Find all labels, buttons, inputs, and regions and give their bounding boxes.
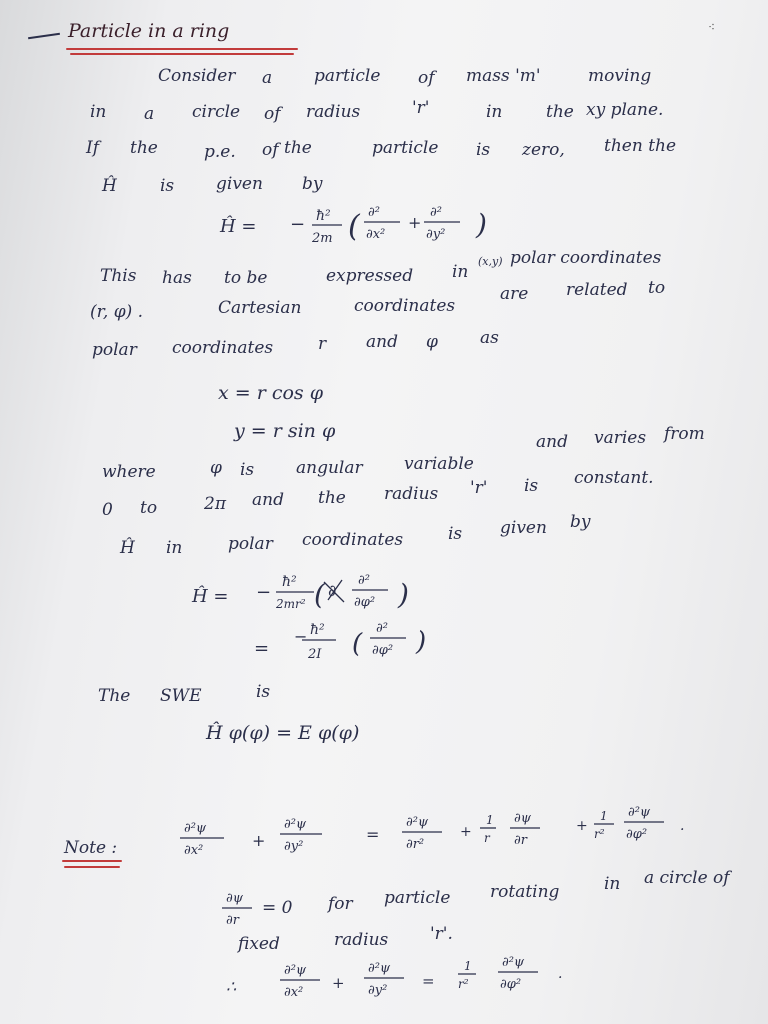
p3-l1-w0: where (102, 462, 156, 482)
note-f2-num: ∂²ψ (368, 961, 391, 976)
p1-l3-w1: the (130, 138, 158, 158)
p1-l1-w0: Consider (158, 66, 236, 86)
svg-text:+: + (460, 824, 472, 840)
p1-l3-w4: the (284, 138, 312, 158)
p2-l1-w1: has (162, 268, 192, 288)
svg-text:+: + (408, 213, 422, 232)
note-lhs1-num: ∂²ψ (184, 821, 207, 836)
p1-l3-w5: particle (372, 138, 439, 158)
eq1-coef-den: 2m (312, 231, 333, 246)
p3-l1-w1: φ (210, 458, 222, 478)
note-f3-num: ∂²ψ (502, 955, 525, 970)
p1-l3-w7: zero, (522, 140, 565, 160)
note-r2-num: ∂ψ (514, 811, 531, 826)
p3-l1-w6: varies (594, 428, 647, 448)
swe-equation: Ĥ φ(φ) = E φ(φ) (206, 722, 360, 744)
p3-l2-w8: constant. (574, 468, 654, 488)
svg-text:=: = (422, 972, 435, 990)
p2-l3-w5: as (480, 328, 499, 348)
note-r2-coef-den: r (484, 831, 490, 845)
p3-l3-w6: by (570, 512, 591, 532)
p2-l3-w1: coordinates (172, 338, 274, 358)
svg-text:): ) (476, 208, 487, 241)
p1-l2-w3: of (264, 104, 281, 124)
eq3-term-num: ∂² (376, 621, 388, 636)
note-f3-coef-den: r² (458, 977, 469, 991)
note-f3-den: ∂φ² (500, 977, 522, 992)
title-underline (66, 48, 298, 50)
p3-l2-w3: and (252, 490, 284, 510)
svg-text:−: − (256, 582, 272, 603)
note-f1-num: ∂²ψ (284, 963, 307, 978)
eq3-coef-num: ħ² (310, 622, 325, 638)
p1-l2-w1: a (144, 104, 155, 124)
svg-text:=: = (366, 825, 380, 844)
p2-above-xy: (x,y) (478, 255, 503, 268)
p2-l3-w4: φ (426, 332, 438, 352)
p2-l3-w2: r (318, 334, 327, 354)
note-therefore: ∴ (226, 977, 237, 996)
equation-hamiltonian-polar (192, 568, 482, 618)
svg-text:(: ( (314, 578, 325, 611)
note-l2-w3: rotating (490, 882, 560, 902)
svg-text:+: + (332, 974, 345, 992)
p3-l3-w1: in (166, 538, 183, 558)
note-l3-w1: radius (334, 930, 389, 950)
note-r2-den: ∂r (514, 833, 527, 848)
note-f1-den: ∂x² (284, 985, 304, 1000)
equation-hamiltonian-cartesian (220, 200, 530, 250)
p2-l1-w3: expressed (326, 266, 414, 286)
note-l2-w5: a circle of (644, 868, 730, 888)
p1-l2-w0: in (90, 102, 107, 122)
paper-speck: ⁖ (708, 20, 716, 34)
p3-l3-w4: is (448, 524, 463, 544)
p1-l3-w6: is (476, 140, 491, 160)
equation-hamiltonian-inertia (254, 614, 454, 670)
p1-l1-w1: a (262, 68, 273, 88)
eq2-term-den: ∂φ² (354, 595, 376, 610)
svg-text:+: + (576, 818, 588, 834)
p2-l2-w3: are (500, 284, 529, 304)
note-final-equation (226, 952, 606, 1008)
p2-l2-w1: Cartesian (218, 298, 302, 318)
p1-l2-w7: the (546, 102, 574, 122)
margin-dash (28, 33, 60, 39)
note-label: Note : (64, 838, 118, 858)
p2-l3-w3: and (366, 332, 398, 352)
svg-text:−: − (290, 214, 306, 235)
p2-l2-w2: coordinates (354, 296, 456, 316)
swe-label-w0: The (98, 686, 131, 706)
eq3-term-den: ∂φ² (372, 643, 394, 658)
p2-l2-w5: to (648, 278, 666, 298)
svg-text:): ) (416, 627, 427, 657)
eq1-coef-num: ħ² (316, 208, 331, 224)
note-underline-2 (64, 866, 120, 868)
note-r3-coef-den: r² (594, 827, 605, 841)
eq1-t1-num: ∂² (368, 205, 380, 220)
p2-l2-w4: related (566, 280, 628, 300)
p1-l4-w1: is (160, 176, 175, 196)
note-line2-num: ∂ψ (226, 891, 243, 906)
p3-l1-w5: and (536, 432, 568, 452)
note-f2-den: ∂y² (368, 983, 388, 998)
note-r3-num: ∂²ψ (628, 805, 651, 820)
svg-text:−: − (294, 627, 308, 646)
p1-l1-w5: moving (588, 66, 652, 86)
note-l3-w2: 'r'. (430, 924, 453, 944)
p3-l3-w2: polar (228, 534, 273, 554)
swe-label-w1: SWE (160, 686, 202, 706)
p2-l3-w0: polar (92, 340, 137, 360)
p1-l1-w3: of (418, 68, 435, 88)
eq1-t2-den: ∂y² (426, 227, 446, 242)
eq3-coef-den: 2I (308, 647, 322, 662)
equation-x: x = r cos φ (218, 382, 324, 404)
p2-l1-w5: polar coordinates (510, 248, 662, 268)
note-laplacian-equation (180, 805, 720, 868)
eq1-t1-den: ∂x² (366, 227, 386, 242)
p1-l3-w8: then the (604, 136, 677, 156)
p1-l4-w3: by (302, 174, 323, 194)
note-r2-coef-num: 1 (486, 813, 494, 827)
p3-l1-w3: angular (296, 458, 363, 478)
p3-l2-w4: the (318, 488, 346, 508)
eq2-coef-num: ħ² (282, 574, 297, 590)
eq2-lhs: Ĥ = (192, 586, 229, 607)
p2-l2-w0: (r, φ) . (90, 302, 144, 322)
p3-l1-w4: variable (404, 454, 474, 474)
p1-l3-w2: p.e. (204, 142, 236, 162)
eq1-t2-num: ∂² (430, 205, 442, 220)
p1-l2-w5: 'r' (412, 98, 430, 118)
p3-l3-w3: coordinates (302, 530, 404, 550)
note-l2-w2: particle (384, 888, 451, 908)
p2-l1-w0: This (100, 266, 137, 286)
note-r1-den: ∂r² (406, 837, 425, 852)
note-underline (62, 860, 122, 862)
svg-text:(: ( (348, 209, 360, 244)
p1-l1-w4: mass 'm' (466, 66, 541, 86)
p1-l2-w2: circle (192, 102, 241, 122)
p2-l1-w2: to be (224, 268, 268, 288)
note-lhs2-den: ∂y² (284, 839, 304, 854)
title-underline-2 (70, 53, 294, 55)
svg-text:(: ( (352, 629, 363, 659)
eq1-lhs: Ĥ = (220, 216, 257, 237)
note-r1-num: ∂²ψ (406, 815, 429, 830)
note-line2-den: ∂r (226, 913, 239, 928)
p3-l1-w2: is (240, 460, 255, 480)
p1-l1-w2: particle (314, 66, 381, 86)
note-l2-w4: in (604, 874, 621, 894)
eq2-term-num: ∂² (358, 573, 370, 588)
p1-l2-w6: in (486, 102, 503, 122)
p1-l4-w0: Ĥ (102, 176, 117, 196)
p3-l3-w0: Ĥ (120, 538, 135, 558)
p3-l2-w5: radius (384, 484, 439, 504)
equation-y: y = r sin φ (234, 420, 336, 442)
p3-l2-w7: is (524, 476, 539, 496)
swe-label-w2: is (256, 682, 271, 702)
page-title: Particle in a ring (68, 20, 230, 42)
p3-l2-w6: 'r' (470, 478, 488, 498)
note-l2-w1: for (328, 894, 353, 914)
p3-l1-w7: from (664, 424, 705, 444)
p1-l4-w2: given (216, 174, 263, 194)
eq3-eq: = (254, 638, 270, 659)
p3-l2-w0: 0 (102, 500, 113, 520)
note-l3-w0: fixed (238, 934, 280, 954)
p1-l2-w4: radius (306, 102, 361, 122)
note-r3-coef-num: 1 (600, 809, 608, 823)
p3-l3-w5: given (500, 518, 547, 538)
note-lhs2-num: ∂²ψ (284, 817, 307, 832)
note-l2-w0: = 0 (262, 898, 293, 918)
svg-text:.: . (558, 966, 563, 982)
svg-text:): ) (398, 578, 409, 611)
eq2-struck: ∂ (328, 581, 337, 600)
p3-l2-w2: 2π (204, 494, 226, 514)
p1-l3-w3: of (262, 140, 279, 160)
p1-l3-w0: If (86, 138, 100, 158)
p2-l1-w4: in (452, 262, 469, 282)
p3-l2-w1: to (140, 498, 158, 518)
p1-l2-w8: xy plane. (586, 100, 664, 120)
eq2-coef-den: 2mr² (276, 597, 306, 611)
note-f3-coef-num: 1 (464, 959, 472, 973)
note-lhs1-den: ∂x² (184, 843, 204, 858)
svg-text:.: . (680, 818, 685, 834)
note-r3-den: ∂φ² (626, 827, 648, 842)
svg-text:+: + (252, 831, 266, 850)
